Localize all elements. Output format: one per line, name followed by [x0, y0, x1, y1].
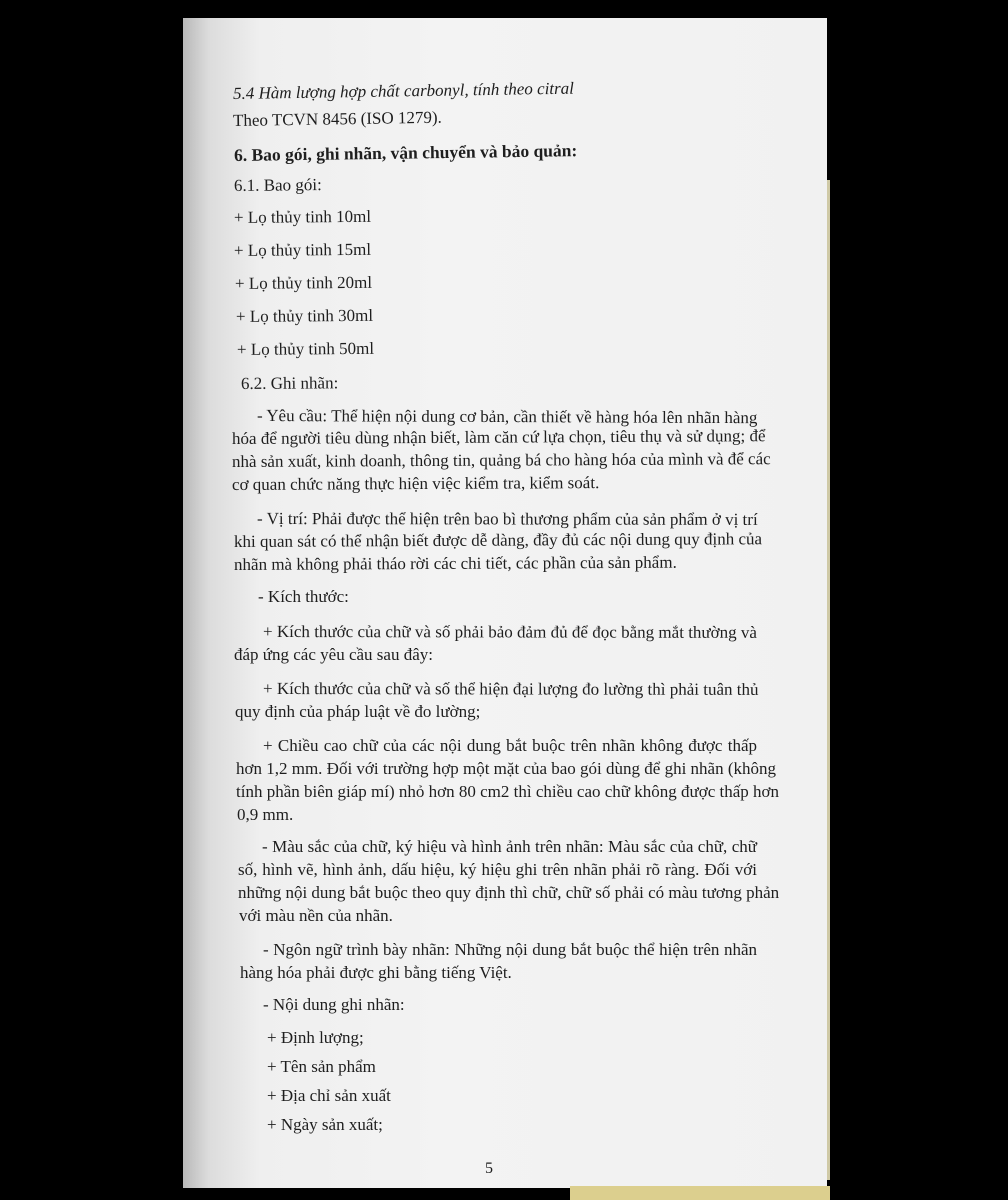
requirement-line: nhà sản xuất, kinh doanh, thông tin, quảng bá cho hàng hóa của mình và để các — [231, 449, 771, 471]
label-content-heading: - Nội dung ghi nhãn: — [263, 995, 405, 1014]
packaging-item: + Lọ thủy tinh 50ml — [236, 338, 375, 359]
packaging-item: + Lọ thủy tinh 10ml — [233, 206, 372, 227]
section-6-2-heading: 6.2. Ghi nhãn: — [240, 373, 339, 393]
position-line: khi quan sát có thể nhận biết được dễ dàng, đầy đủ các nội dung quy định của — [233, 529, 763, 551]
size-heading: - Kích thước: — [258, 587, 349, 606]
page-content — [183, 18, 827, 1188]
packaging-item: + Lọ thủy tinh 15ml — [233, 239, 372, 260]
size-item-line: + Chiều cao chữ của các nội dung bắt buộc trên nhãn không được thấp — [263, 736, 757, 755]
packaging-item: + Lọ thủy tinh 20ml — [234, 272, 373, 293]
page-edge — [827, 180, 830, 1180]
requirement-line: cơ quan chức năng thực hiện việc kiểm tra, kiểm soát. — [231, 473, 600, 494]
position-line: - Vị trí: Phải được thể hiện trên bao bì thương phẩm của sản phẩm ở vị trí — [256, 509, 758, 529]
label-content-item: + Định lượng; — [267, 1028, 364, 1047]
size-item-line: quy định của pháp luật về đo lường; — [235, 702, 481, 721]
packaging-item: + Lọ thủy tinh 30ml — [235, 305, 374, 326]
language-line: - Ngôn ngữ trình bày nhãn: Những nội dung bắt buộc thể hiện trên nhãn — [263, 940, 757, 959]
size-item-line: hơn 1,2 mm. Đối với trường hợp một mặt của bao gói dùng để ghi nhãn (không — [236, 759, 776, 778]
document-page — [183, 18, 827, 1188]
size-item-line: + Kích thước của chữ và số thể hiện đại lượng đo lường thì phải tuân thủ — [262, 679, 759, 699]
label-content-item: + Địa chỉ sản xuất — [267, 1086, 391, 1105]
section-5-4-method: Theo TCVN 8456 (ISO 1279). — [232, 107, 442, 130]
section-5-4-title: 5.4 Hàm lượng hợp chất carbonyl, tính theo citral — [232, 78, 575, 103]
size-item-line: tính phần biên giáp mí) nhỏ hơn 80 cm2 thì chiều cao chữ không được thấp hơn — [236, 782, 780, 801]
requirement-line: hóa để người tiêu dùng nhận biết, làm căn cứ lựa chọn, tiêu thụ và sử dụng; để — [231, 426, 766, 448]
size-item-line: đáp ứng các yêu cầu sau đây: — [234, 645, 433, 664]
language-line: hàng hóa phải được ghi bằng tiếng Việt. — [240, 963, 512, 982]
section-6-heading: 6. Bao gói, ghi nhãn, vận chuyển và bảo quản: — [233, 140, 578, 165]
color-line: những nội dung bắt buộc theo quy định thì chữ, chữ số phải có màu tương phản — [238, 883, 780, 902]
section-6-1-heading: 6.1. Bao gói: — [233, 175, 322, 195]
size-item-line: 0,9 mm. — [237, 805, 294, 824]
color-line: số, hình vẽ, hình ảnh, dấu hiệu, ký hiệu ghi trên nhãn phải rõ ràng. Đối với — [238, 860, 757, 879]
size-item-line: + Kích thước của chữ và số phải bảo đảm đủ để đọc bằng mắt thường và — [262, 622, 758, 642]
color-line: - Màu sắc của chữ, ký hiệu và hình ảnh trên nhãn: Màu sắc của chữ, chữ — [262, 837, 757, 856]
label-content-item: + Tên sản phẩm — [267, 1057, 376, 1076]
requirement-line: - Yêu cầu: Thể hiện nội dung cơ bản, cần thiết về hàng hóa lên nhãn hàng — [256, 406, 758, 428]
position-line: nhãn mà không phải tháo rời các chi tiết, các phần của sản phẩm. — [233, 552, 677, 574]
page-bottom-strip — [570, 1186, 830, 1200]
page-number: 5 — [485, 1160, 493, 1177]
color-line: với màu nền của nhãn. — [239, 906, 393, 925]
label-content-item: + Ngày sản xuất; — [267, 1115, 383, 1134]
